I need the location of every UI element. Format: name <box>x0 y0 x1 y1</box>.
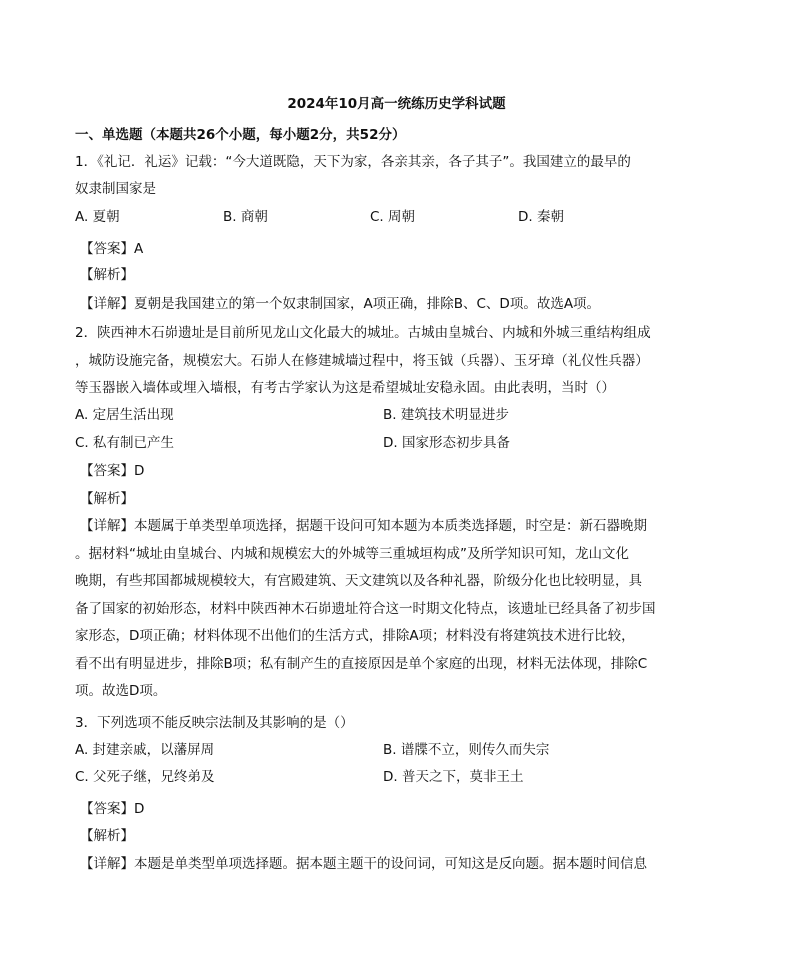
q2-option-d: D. 国家形态初步具备 <box>383 435 510 451</box>
q3-detail: 【详解】本题是单类型单项选择题。据本题主题干的设问词，可知这是反向题。据本题时间信息 <box>80 856 647 872</box>
section-heading: 一、单选题（本题共26个小题，每小题2分，共52分） <box>75 127 406 143</box>
q2-detail-line4: 备了国家的初始形态，材料中陕西神木石峁遗址符合这一时期文化特点，该遗址已经具备了初步国 <box>75 601 656 617</box>
q3-answer: 【答案】D <box>80 801 145 817</box>
q1-option-d: D. 秦朝 <box>518 209 564 225</box>
q1-option-c: C. 周朝 <box>370 209 416 225</box>
q2-detail-line1: 【详解】本题属于单类型单项选择，据题干设问可知本题为本质类选择题，时空是：新石器晚期 <box>80 518 647 534</box>
q1-analysis: 【解析】 <box>80 267 134 283</box>
q2-stem-line1: 2．陕西神木石峁遗址是目前所见龙山文化最大的城址。古城由皇城台、内城和外城三重结构组成 <box>75 325 651 341</box>
q3-stem: 3．下列选项不能反映宗法制及其影响的是（） <box>75 715 354 731</box>
q3-analysis: 【解析】 <box>80 828 134 844</box>
q2-answer: 【答案】D <box>80 463 145 479</box>
q1-answer: 【答案】A <box>80 241 144 257</box>
q2-analysis: 【解析】 <box>80 491 134 507</box>
q2-detail-line5: 家形态，D项正确；材料体现不出他们的生活方式，排除A项；材料没有将建筑技术进行比较， <box>75 628 635 644</box>
q3-option-a: A. 封建亲戚，以藩屏周 <box>75 742 215 758</box>
q3-option-d: D. 普天之下，莫非王土 <box>383 769 524 785</box>
q2-detail-line6: 看不出有明显进步，排除B项；私有制产生的直接原因是单个家庭的出现，材料无法体现，排除C <box>75 656 648 672</box>
q3-option-b: B. 谱牒不立，则传久而失宗 <box>383 742 550 758</box>
q1-stem-line1: 1．《礼记．礼运》记载：“今大道既隐，天下为家，各亲其亲，各子其子”。我国建立的最早的 <box>75 154 631 170</box>
q1-option-a: A. 夏朝 <box>75 209 120 225</box>
q1-detail: 【详解】夏朝是我国建立的第一个奴隶制国家，A项正确，排除B、C、D项。故选A项。 <box>80 296 601 312</box>
q2-detail-line2: 。据材料“城址由皇城台、内城和规模宏大的外城等三重城垣构成”及所学知识可知，龙山文化 <box>75 546 629 562</box>
q3-option-c: C. 父死子继，兄终弟及 <box>75 769 215 785</box>
q2-detail-line7: 项。故选D项。 <box>75 683 167 699</box>
q2-option-a: A. 定居生活出现 <box>75 407 174 423</box>
q2-option-b: B. 建筑技术明显进步 <box>383 407 509 423</box>
q2-stem-line2: ，城防设施完备，规模宏大。石峁人在修建城墙过程中，将玉钺（兵器）、玉牙璋（礼仪性兵器） <box>75 353 649 369</box>
q1-option-b: B. 商朝 <box>223 209 268 225</box>
q1-stem-line2: 奴隶制国家是 <box>75 181 156 197</box>
q2-option-c: C. 私有制已产生 <box>75 435 175 451</box>
page-title: 2024年10月高一统练历史学科试题 <box>287 96 506 112</box>
q2-stem-line3: 等玉器嵌入墙体或埋入墙根，有考古学家认为这是希望城址安稳永固。由此表明，当时（） <box>75 380 615 396</box>
q2-detail-line3: 晚期，有些邦国都城规模较大，有宫殿建筑、天文建筑以及各种礼器，阶级分化也比较明显，具 <box>75 573 642 589</box>
